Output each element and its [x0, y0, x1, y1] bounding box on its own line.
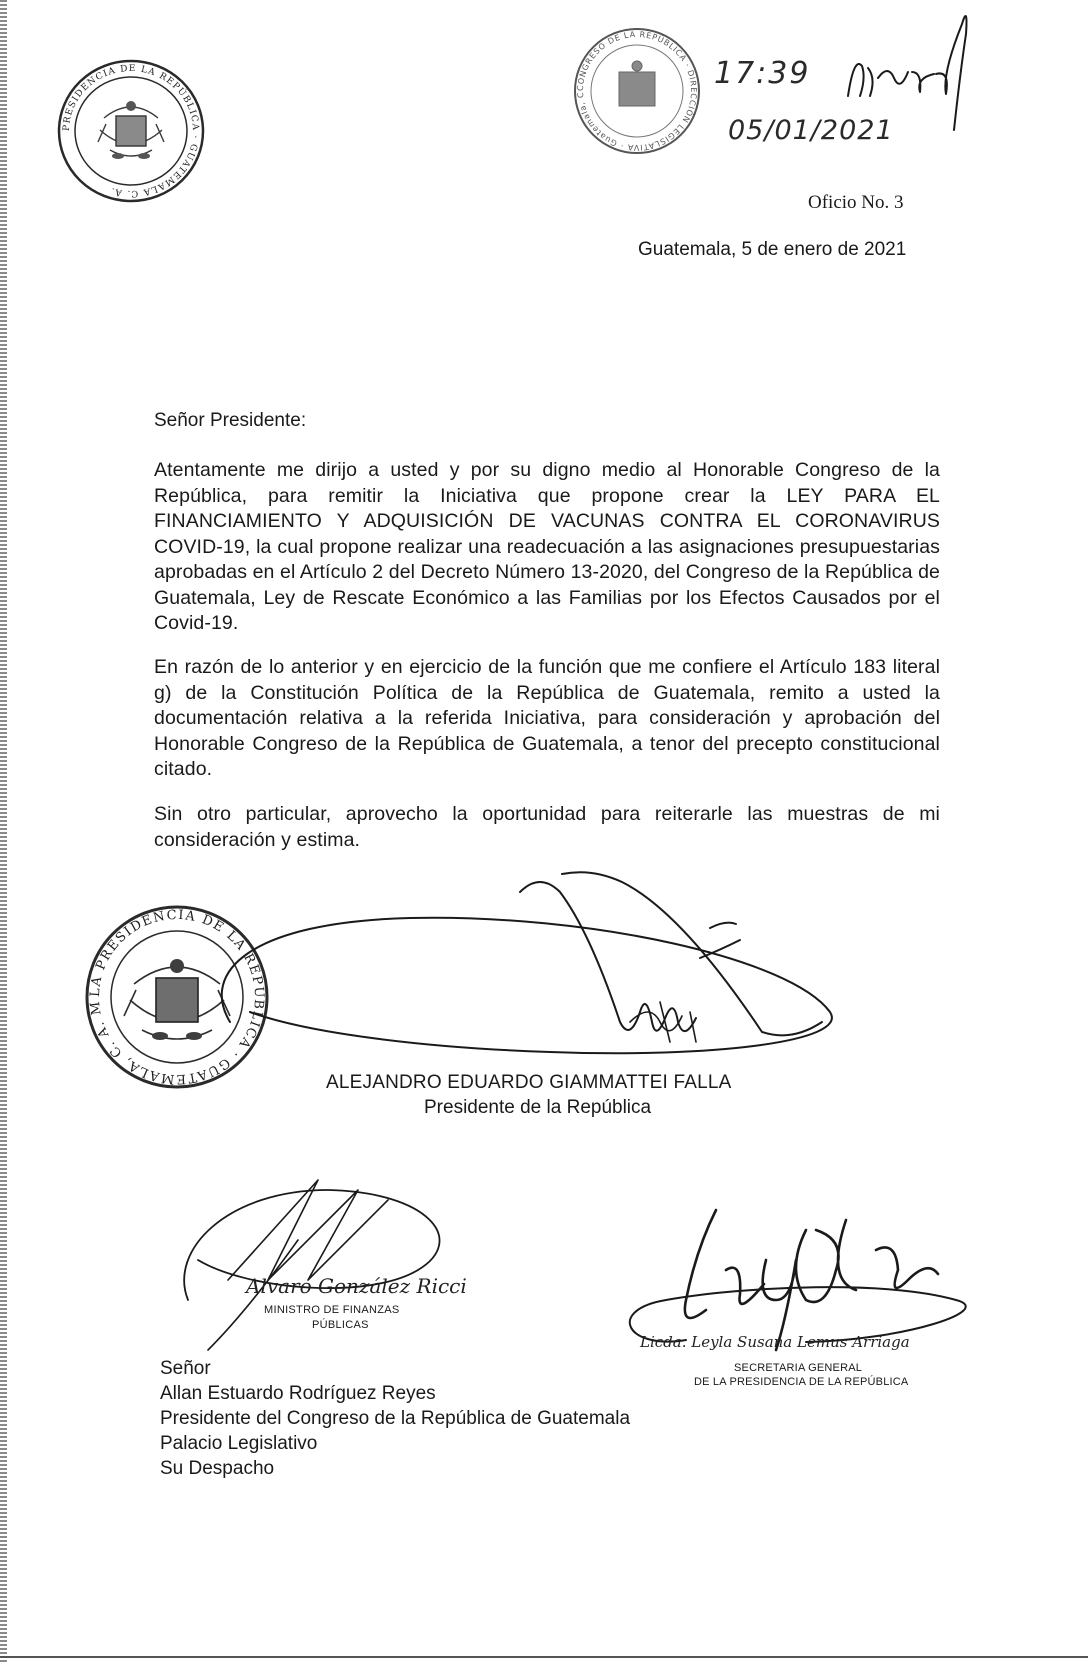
- reception-time: 17:39: [714, 56, 811, 91]
- addressee-line-5: Su Despacho: [160, 1458, 275, 1479]
- body-paragraph-1: Atentamente me dirijo a usted y por su digno medio al Honorable Congreso de la República, para remitir la Iniciativa que propone crear la LEY PARA EL FINANCIAMIENTO Y ADQUISICIÓN DE VACUNAS CONTRA EL CORONAVIRUS COVID-19, la cual propone realizar una readecuación a las asignaciones presupuestarias aprobadas en el Artículo 2 del Decreto Número 13-2020, del Congreso de la República de Guatemala, Ley de Rescate Económico a las Familias por los Efectos Causados por el Covid-19.: [154, 459, 940, 634]
- addressee-line-1: Señor: [160, 1358, 211, 1379]
- presidency-seal-signature-text: LA PRESIDENCIA DE LA REPÚBLICA · GUATEMALA, C. A. M: [87, 907, 267, 1087]
- body-paragraph-3: Sin otro particular, aprovecho la oportunidad para reiterarle las muestras de mi consideración y estima.: [154, 803, 940, 851]
- reception-initials-signature: [840, 8, 980, 138]
- minister-title-line2: PÚBLICAS: [312, 1319, 369, 1331]
- body-paragraph-2: En razón de lo anterior y en ejercicio de la función que me confiere el Artículo 183 literal g) de la Constitución Política de la República de Guatemala, remito a usted la documentación relativa a la referida Iniciativa, para consideración y aprobación del Honorable Congreso de la República de Guatemala, a tenor del precepto constitucional citado.: [154, 656, 940, 780]
- addressee-line-4: Palacio Legislativo: [160, 1433, 318, 1454]
- addressee-line-3: Presidente del Congreso de la República de Guatemala: [160, 1408, 631, 1429]
- place-and-date: Guatemala, 5 de enero de 2021: [638, 239, 907, 260]
- signer-title: Presidente de la República: [424, 1097, 652, 1118]
- secretary-title-line2: DE LA PRESIDENCIA DE LA REPÚBLICA: [694, 1376, 909, 1388]
- congress-stamp-text: CONGRESO DE LA REPÚBLICA · DIRECCIÓN LEGISLATIVA · Guatemala, C.A.: [569, 19, 699, 153]
- minister-signature: Alvaro González Ricci: [246, 1274, 467, 1298]
- presidency-seal-top-text: PRESIDENCIA DE LA REPÚBLICA · GUATEMALA C. A.: [61, 63, 201, 199]
- scan-bottom-edge: [0, 1656, 1088, 1658]
- salutation: Señor Presidente:: [154, 410, 307, 431]
- presidency-seal-top: [56, 58, 206, 204]
- president-signature: [190, 862, 910, 1082]
- office-number: Oficio No. 3: [808, 192, 904, 213]
- congress-reception-stamp: [569, 19, 701, 156]
- secretary-name: Licda. Leyla Susana Lemus Arriaga: [640, 1333, 910, 1351]
- scan-edge: [0, 0, 7, 1664]
- minister-title-line1: MINISTRO DE FINANZAS: [264, 1304, 400, 1316]
- signer-name: ALEJANDRO EDUARDO GIAMMATTEI FALLA: [326, 1072, 732, 1093]
- reception-date: 05/01/2021: [728, 115, 894, 146]
- addressee-line-2: Allan Estuardo Rodríguez Reyes: [160, 1383, 436, 1404]
- secretary-title-line1: SECRETARIA GENERAL: [734, 1362, 863, 1374]
